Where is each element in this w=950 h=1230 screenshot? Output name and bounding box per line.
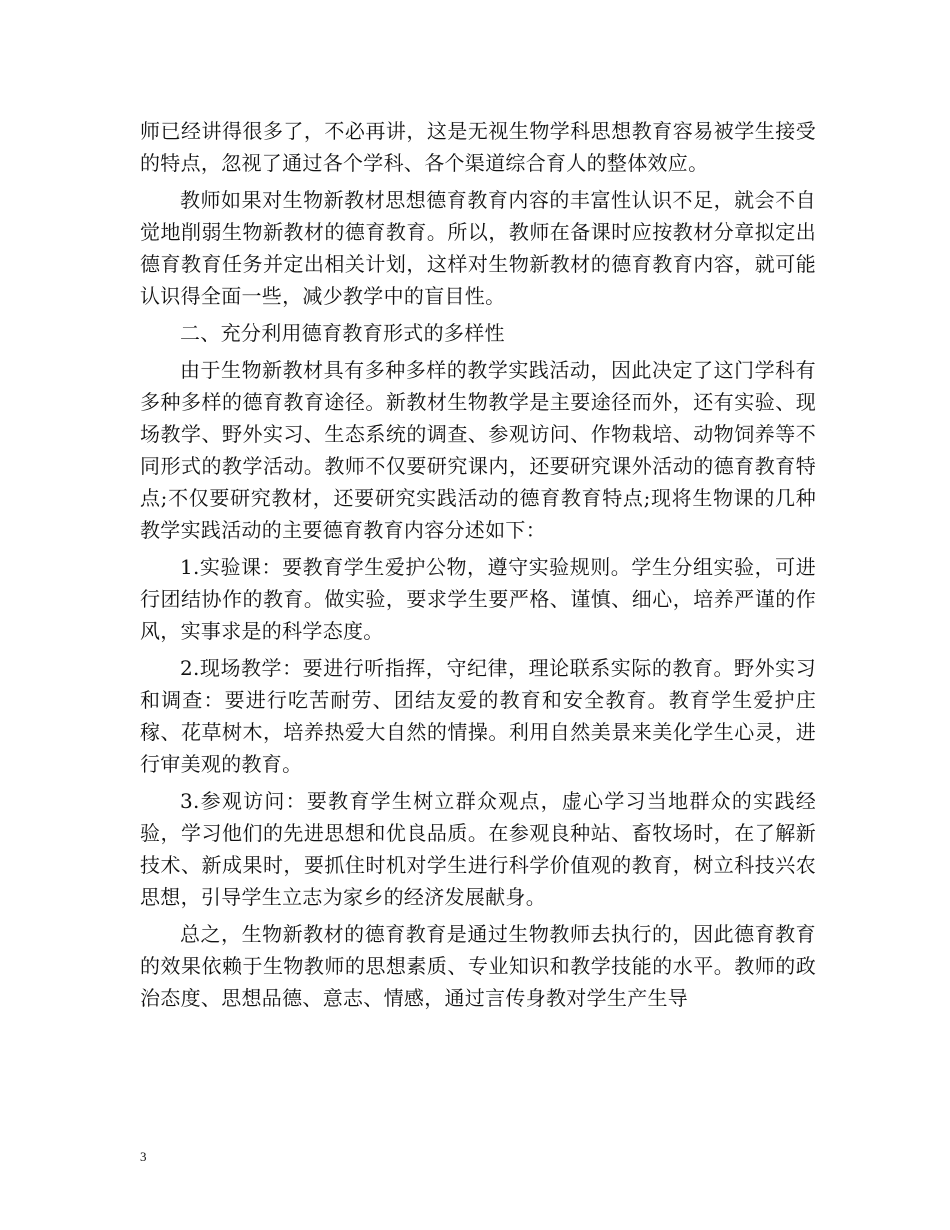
list-item-visits: 3.参观访问：要教育学生树立群众观点，虚心学习当地群众的实践经验，学习他们的先进思想和优良品质。在参观良种站、畜牧场时，在了解新技术、新成果时，要抓住时机对学生进行科学价值观的教育，树立科技兴农思想，引导学生立志为家乡的经济发展献身。 bbox=[140, 789, 816, 909]
list-item-experiment: 1.实验课：要教育学生爱护公物，遵守实验规则。学生分组实验，可进行团结协作的教育。做实验，要求学生要严格、谨慎、细心，培养严谨的作风，实事求是的科学态度。 bbox=[140, 555, 816, 643]
page-number: 3 bbox=[140, 1149, 147, 1164]
list-item-field-teaching: 2.现场教学：要进行听指挥，守纪律，理论联系实际的教育。野外实习和调查：要进行吃苦耐劳、团结友爱的教育和安全教育。教育学生爱护庄稼、花草树木，培养热爱大自然的情操。利用自然美景来美化学生心灵，进行审美观的教育。 bbox=[140, 656, 816, 776]
paragraph: 由于生物新教材具有多种多样的教学实践活动，因此决定了这门学科有多种多样的德育教育途径。新教材生物教学是主要途径而外，还有实验、现场教学、野外实习、生态系统的调查、参观访问、作物栽培、动物饲养等不同形式的教学活动。教师不仅要研究课内，还要研究课外活动的德育教育特点;不仅要研究教材，还要研究实践活动的德育教育特点;现将生物课的几种教学实践活动的主要德育教育内容分述如下： bbox=[140, 358, 816, 542]
section-heading: 二、充分利用德育教育形式的多样性 bbox=[180, 321, 505, 345]
document-body bbox=[140, 115, 816, 1019]
paragraph-continuation: 师已经讲得很多了，不必再讲，这是无视生物学科思想教育容易被学生接受的特点，忽视了通过各个学科、各个渠道综合育人的整体效应。 bbox=[140, 119, 816, 175]
paragraph-conclusion: 总之，生物新教材的德育教育是通过生物教师去执行的，因此德育教育的效果依赖于生物教师的思想素质、专业知识和教学技能的水平。教师的政治态度、思想品德、意志、情感，通过言传身教对学生产生导 bbox=[140, 922, 816, 1010]
paragraph: 教师如果对生物新教材思想德育教育内容的丰富性认识不足，就会不自觉地削弱生物新教材的德育教育。所以，教师在备课时应按教材分章拟定出德育教育任务并定出相关计划，这样对生物新教材的德育教育内容，就可能认识得全面一些，减少教学中的盲目性。 bbox=[140, 188, 816, 308]
